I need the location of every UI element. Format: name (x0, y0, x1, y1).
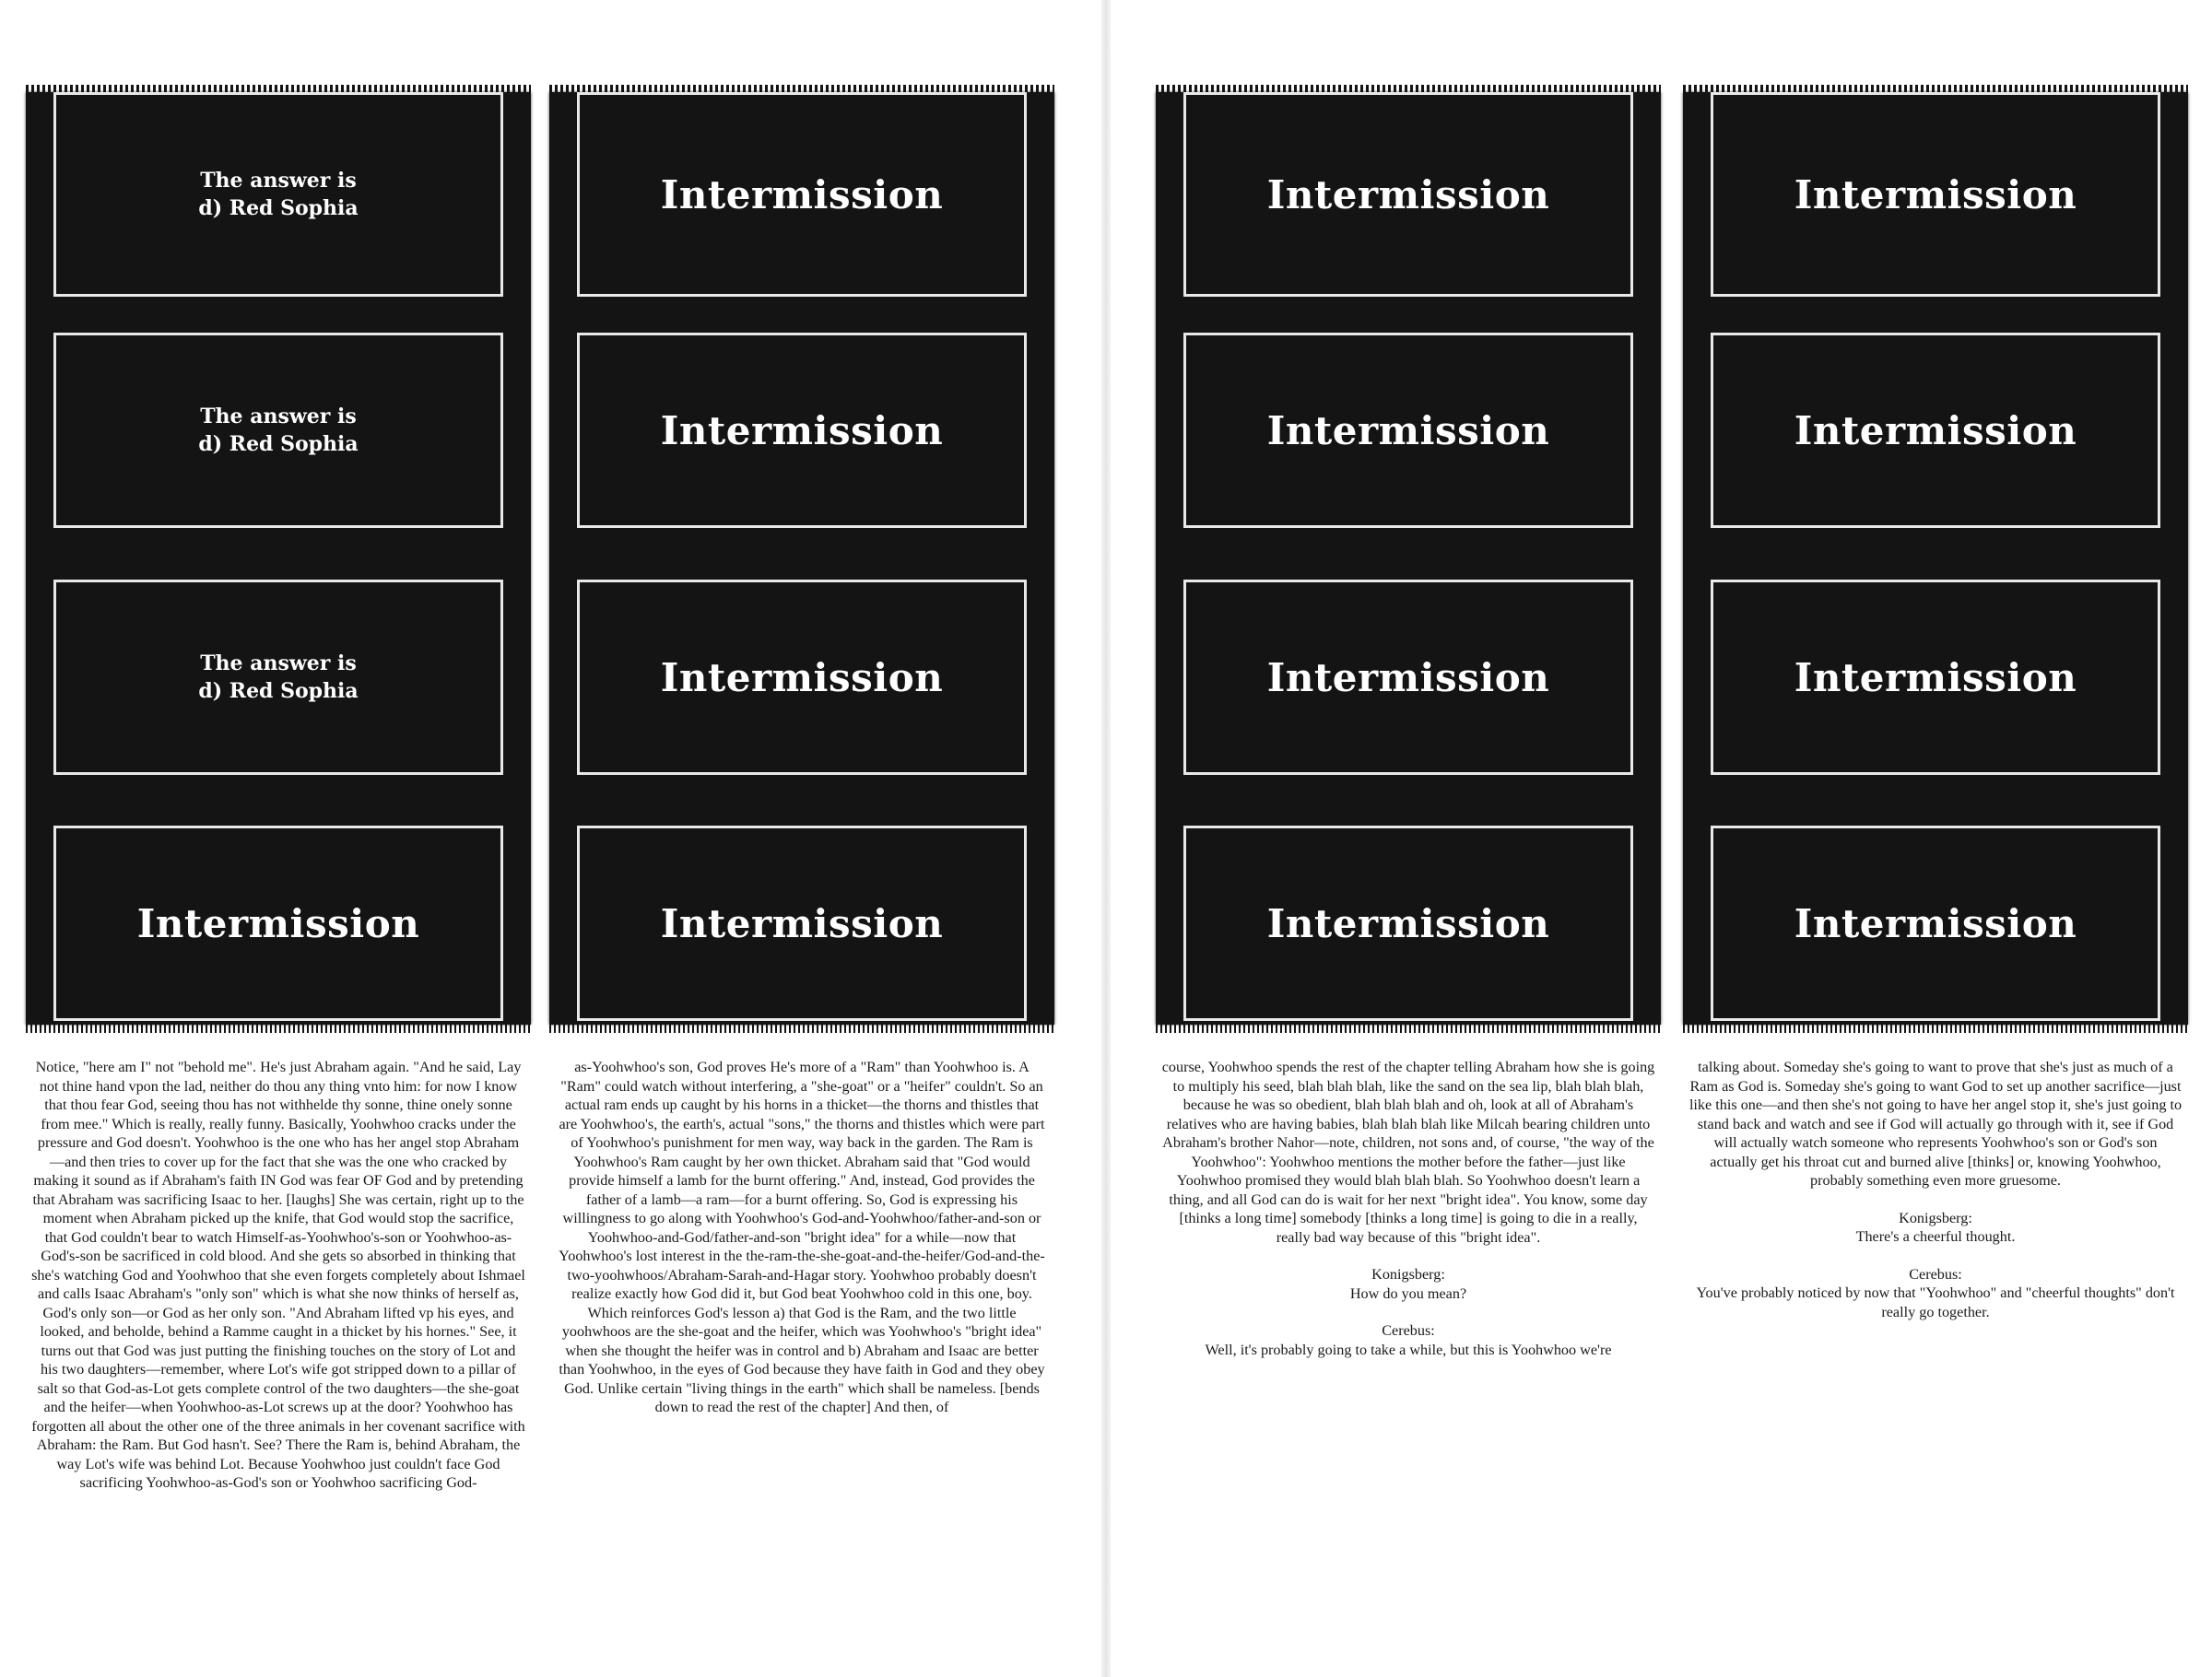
panel-caption: The answer is d) Red Sophia (198, 651, 359, 703)
column-2 (549, 92, 1054, 1436)
page-gutter (1101, 0, 1111, 1677)
film-strip (549, 92, 1054, 1025)
panel-frame (1711, 333, 2160, 528)
panel-frame (53, 826, 503, 1021)
paragraph: course, Yoohwhoo spends the rest of the chapter telling Abraham how she is going to multiply his seed, blah blah blah, like the sand on the sea lip, blah blah blah, because he was so obedient, blah blah blah and oh, look at all of Abraham's relatives who are having babies, blah blah blah like Milcah bearing children unto Abraham's brother Nahor—note, children, not sons and, of course, "the way of the Yoohwhoo": Yoohwhoo mentions the mother before the father—just like Yoohwhoo promised they would blah blah blah. So Yoohwhoo doesn't learn a thing, and all God can do is wait for her next "bright idea". You know, some day [thinks a long time] somebody [thinks a long time] is going to die in a really, really bad way because of this "bright idea". (1161, 1059, 1655, 1246)
column-4 (1683, 92, 2188, 1340)
dialogue-cerebus: Cerebus: You've probably noticed by now that "Yoohwhoo" and "cheerful thoughts" don't really go together. (1696, 1265, 2175, 1320)
panel-frame (1183, 92, 1633, 297)
panel-caption: The answer is d) Red Sophia (198, 169, 359, 220)
panel-frame (1183, 580, 1633, 775)
panel-caption: Intermission (1266, 407, 1550, 453)
panel-caption: Intermission (660, 407, 944, 453)
column-3 (1156, 92, 1661, 1378)
panel-frame (577, 333, 1027, 528)
panel-frame (53, 92, 503, 297)
film-strip (1156, 92, 1661, 1025)
film-strip (26, 92, 531, 1025)
panel-caption: Intermission (660, 900, 944, 946)
body-text (549, 1058, 1054, 1417)
panel-frame (53, 333, 503, 528)
panel-frame (1711, 92, 2160, 297)
panel-frame (577, 580, 1027, 775)
panel-caption: Intermission (1794, 407, 2077, 453)
panel-frame (1183, 826, 1633, 1021)
body-text (1683, 1058, 2188, 1321)
panel-frame (1711, 580, 2160, 775)
paragraph: talking about. Someday she's going to want to prove that she's just as much of a Ram as God is. Someday she's going to want God to set up another sacrifice—just like this one—and then she's not going to have her angel stop it, she's just going to stand back and watch and see if God will actually go through with it, see if God will actually watch someone who represents Yoohwhoo's son or God's son actually get his throat cut and burned alive [thinks] or, knowing Yoohwhoo, probably something even more gruesome. (1688, 1059, 2183, 1189)
panel-caption: Intermission (1794, 900, 2077, 946)
panel-caption: Intermission (1266, 654, 1550, 700)
panel-caption: Intermission (1794, 171, 2077, 217)
dialogue-konigsberg: Konigsberg: How do you mean? (1349, 1266, 1467, 1302)
panel-frame (1711, 826, 2160, 1021)
panel-caption: Intermission (660, 171, 944, 217)
film-strip (1683, 92, 2188, 1025)
body-text (1156, 1058, 1661, 1359)
panel-caption: Intermission (660, 654, 944, 700)
panel-frame (1183, 333, 1633, 528)
paragraph: Notice, "here am I" not "behold me". He's just Abraham again. "And he said, Lay not thine hand vpon the lad, neither do thou any thing vnto him: for now I know that thou fear God, seeing thou has not withhelde thy sonne, thine onely sonne from mee." Which is really, really funny. Basically, Yoohwhoo cracks under the pressure and God doesn't. Yoohwhoo is the one who has her angel stop Abraham—and then tries to cover up for the fact that she was the one who cracked by making it sound as if Abraham's faith IN God was fear OF God and by pretending that Abraham was sacrificing Isaac to her. [laughs] She was certain, right up to the moment when Abraham picked up the knife, that God would stop the sacrifice, that God couldn't bear to watch Himself-as-Yoohwhoo's-son or Yoohwhoo-as-God's-son be sacrificed in cold blood. And she gets so absorbed in thinking that she's watching God and Yoohwhoo that she even forgets completely about Ishmael and calls Isaac Abraham's "only son" which is what she now thinks of herself as, God's only son—or God as her only son. "And Abraham lifted vp his eyes, and looked, and beholde, behind a Ramme caught in a thicket by his hornes." See, it turns out that God was just putting the finishing touches on the story of Lot and his two daughters—remember, where Lot's wife got stripped down to a pillar of salt so that God-as-Lot gets complete control of the two daughters—the she-goat and the heifer—when Yoohwhoo-as-Lot screws up at the door? Yoohwhoo has forgotten all about the other one of the three animals in her covenant sacrifice with Abraham: the Ram. But God hasn't. See? There the Ram is, behind Abraham, the way Lot's wife was behind Lot. Because Yoohwhoo just couldn't face God sacrificing Yoohwhoo-as-God's son or Yoohwhoo sacrificing God- (31, 1059, 525, 1491)
panel-frame (53, 580, 503, 775)
panel-caption: Intermission (1266, 171, 1550, 217)
panel-caption: The answer is d) Red Sophia (198, 405, 359, 456)
dialogue-konigsberg: Konigsberg: There's a cheerful thought. (1855, 1209, 2016, 1245)
panel-caption: Intermission (1794, 654, 2077, 700)
panel-frame (577, 826, 1027, 1021)
panel-caption: Intermission (136, 900, 420, 946)
column-1 (26, 92, 531, 1511)
dialogue-cerebus: Cerebus: Well, it's probably going to take a while, but this is Yoohwhoo we're (1205, 1322, 1612, 1358)
paragraph: as-Yoohwhoo's son, God proves He's more of a "Ram" than Yoohwhoo is. A "Ram" could watch without interfering, a "she-goat" or a "heifer" couldn't. So an actual ram ends up caught by his horns in a thicket—the thorns and thistles that are Yoohwhoo's, the earth's, actual "sons," the thorns and thistles which were part of Yoohwhoo's punishment for men way, way back in the garden. The Ram is Yoohwhoo's Ram caught by her own thicket. Abraham said that "God would provide himself a lamb for the burnt offering." And, instead, God provides the father of a lamb—a ram—for a burnt offering. So, God is expressing his willingness to go along with Yoohwhoo's God-and-Yoohwhoo/father-and-son or Yoohwhoo-and-God/father-and-son "bright idea" for a while—now that Yoohwhoo's lost interest in the the-ram-the-she-goat-and-the-heifer/God-and-the-two-yoohwhoos/Abraham-Sarah-and-Hagar story. Yoohwhoo probably doesn't realize exactly how God did it, but God beat Yoohwhoo cold in this one, boy. Which reinforces God's lesson a) that God is the Ram, and the two little yoohwhoos are the she-goat and the heifer, which was Yoohwhoo's "bright idea" when she thought the heifer was in control and b) Abraham and Isaac are better than Yoohwhoo, in the eyes of God because they have faith in God and they obey God. Unlike certain "living things in the earth" which shall be nameless. [bends down to read the rest of the chapter] And then, of (559, 1059, 1045, 1415)
panel-frame (577, 92, 1027, 297)
body-text (26, 1058, 531, 1493)
panel-caption: Intermission (1266, 900, 1550, 946)
